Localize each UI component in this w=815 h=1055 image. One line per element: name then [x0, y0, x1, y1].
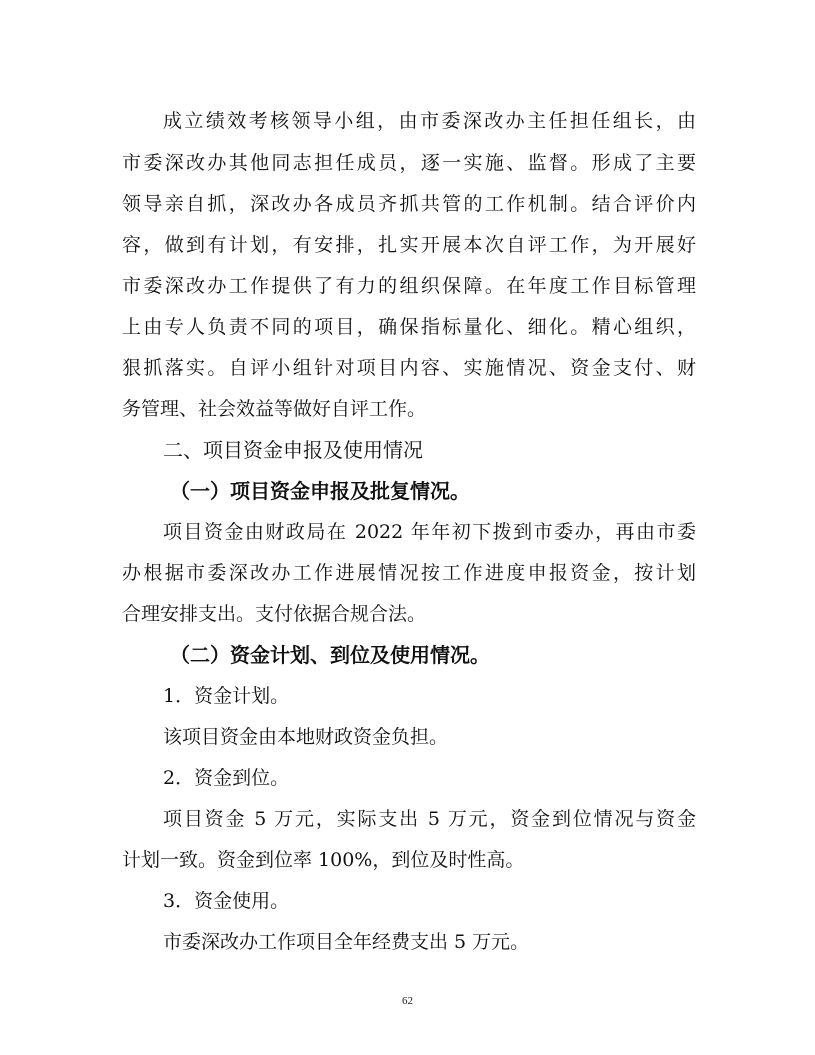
subsection-heading: （二）资金计划、到位及使用情况。 — [170, 643, 490, 667]
paragraph-line: 合理安排支出。支付依据合规合法。 — [122, 603, 427, 625]
subsection-heading: （一）项目资金申报及批复情况。 — [170, 479, 470, 503]
paragraph-line: 项目资金 5 万元，实际支出 5 万元，资金到位情况与资金 — [163, 808, 696, 830]
list-item-title: 3．资金使用。 — [163, 890, 290, 912]
page-number: 62 — [402, 995, 413, 1007]
paragraph-line: 计划一致。资金到位率 100%，到位及时性高。 — [122, 849, 525, 871]
paragraph-line: 上由专人负责不同的项目，确保指标量化、细化。精心组织， — [122, 316, 696, 338]
paragraph-line: 成立绩效考核领导小组，由市委深改办主任担任组长，由 — [163, 110, 696, 132]
paragraph-line: 该项目资金由本地财政资金负担。 — [163, 726, 449, 748]
list-item-title: 2．资金到位。 — [163, 767, 290, 789]
paragraph-line: 市委深改办其他同志担任成员，逐一实施、监督。形成了主要 — [122, 152, 696, 174]
paragraph-line: 市委深改办工作提供了有力的组织保障。在年度工作目标管理 — [122, 275, 696, 297]
paragraph-line: 项目资金由财政局在 2022 年年初下拨到市委办，再由市委 — [163, 521, 696, 543]
paragraph-line: 狠抓落实。自评小组针对项目内容、实施情况、资金支付、财 — [122, 357, 696, 379]
paragraph-line: 领导亲自抓，深改办各成员齐抓共管的工作机制。结合评价内 — [122, 193, 696, 215]
paragraph-line: 办根据市委深改办工作进展情况按工作进度申报资金，按计划 — [122, 562, 696, 584]
paragraph-line: 市委深改办工作项目全年经费支出 5 万元。 — [163, 931, 530, 953]
paragraph-line: 务管理、社会效益等做好自评工作。 — [122, 398, 427, 420]
section-heading: 二、项目资金申报及使用情况 — [163, 438, 423, 462]
paragraph-line: 容，做到有计划，有安排，扎实开展本次自评工作，为开展好 — [122, 234, 696, 256]
list-item-title: 1．资金计划。 — [163, 685, 290, 707]
